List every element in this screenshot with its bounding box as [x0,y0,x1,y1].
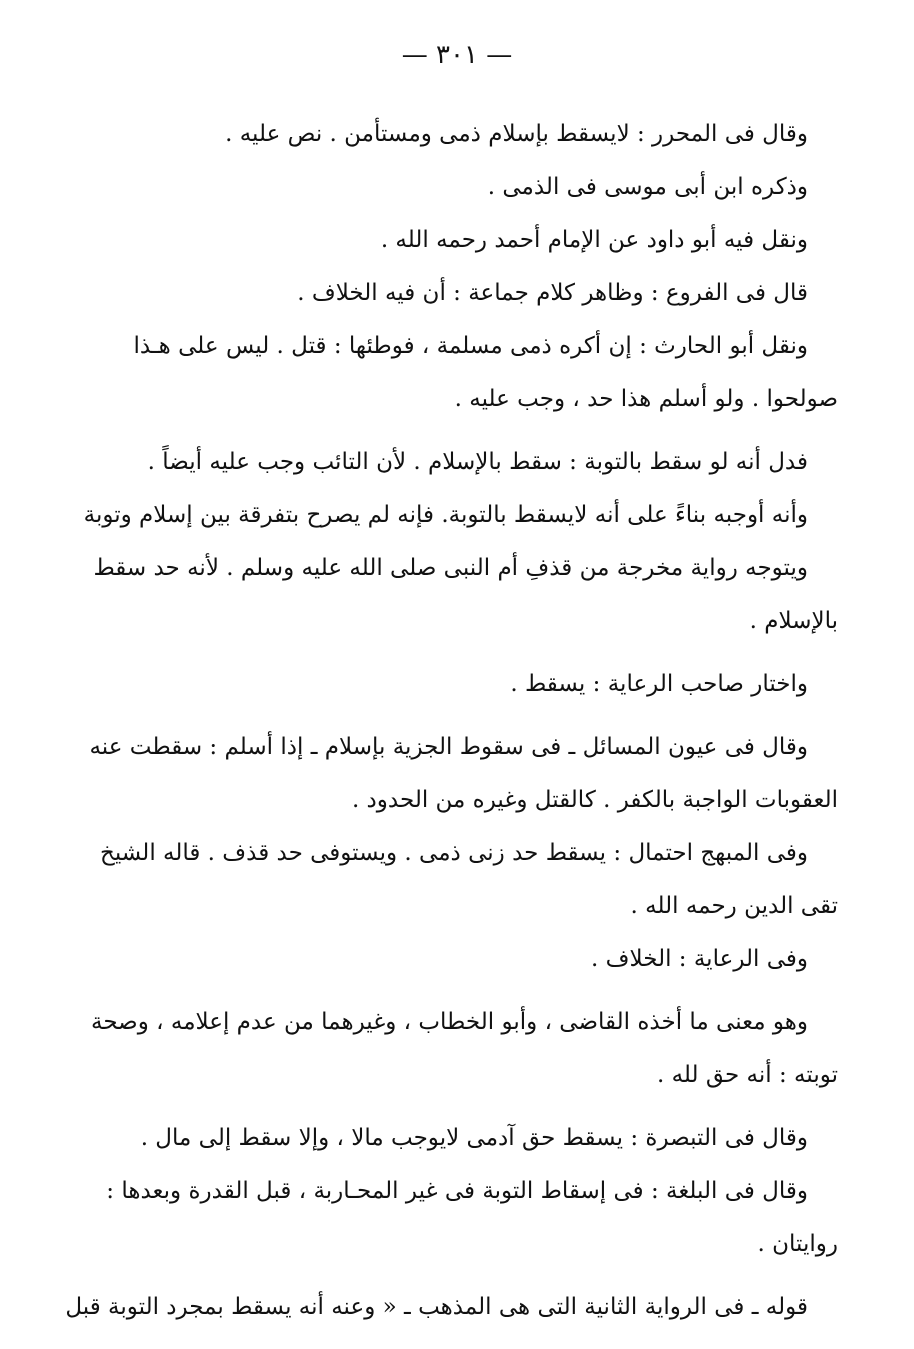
text-line: ونقل أبو الحارث : إن أكره ذمى مسلمة ، فوطئها : قتل . ليس على هـذا [133,333,808,359]
text-line: واختار صاحب الرعاية : يسقط . [510,671,808,697]
text-line: وقال فى البلغة : فى إسقاط التوبة فى غير المحـاربة ، قبل القدرة وبعدها : [106,1178,808,1204]
paragraph-gap [158,426,838,436]
text-line: توبته : أنه حق لله . [656,1062,838,1088]
text-line: وهو معنى ما أخذه القاضى ، وأبو الخطاب ، وغيرهما من عدم إعلامه ، وصحة [91,1009,808,1035]
text-line: بالإسلام . [749,608,838,634]
text-line: تقى الدين رحمه الله . [630,893,838,919]
text-line: قال فى الفروع : وظاهر كلام جماعة : أن فيه الخلاف . [297,280,808,306]
text-line: ويتوجه رواية مخرجة من قذفِ أم النبى صلى الله عليه وسلم . لأنه حد سقط [93,555,808,581]
text-line: صولحوا . ولو أسلم هذا حد ، وجب عليه . [454,386,838,412]
text-line: روايتان . [757,1231,838,1257]
paragraph-gap [158,986,838,996]
text-line: وذكره ابن أبى موسى فى الذمى . [487,174,808,200]
text-line: وقال فى المحرر : لايسقط بإسلام ذمى ومستأمن . نص عليه . [225,121,808,147]
text-line: وقال فى عيون المسائل ـ فى سقوط الجزية بإسلام ـ إذا أسلم : سقطت عنه [89,734,808,760]
text-line: العقوبات الواجبة بالكفر . كالقتل وغيره من الحدود . [351,787,838,813]
text-line: وقال فى التبصرة : يسقط حق آدمى لايوجب مالا ، وإلا سقط إلى مال . [140,1125,808,1151]
text-line: ونقل فيه أبو داود عن الإمام أحمد رحمه الله . [380,227,808,253]
paragraph-gap [158,648,838,658]
text-line: فدل أنه لو سقط بالتوبة : سقط بالإسلام . لأن التائب وجب عليه أيضاً . [147,449,808,475]
text-line: وفى المبهج احتمال : يسقط حد زنى ذمى . ويستوفى حد قذف . قاله الشيخ [100,840,808,866]
text-line: وفى الرعاية : الخلاف . [591,946,808,972]
page-number: — ٣٠١ — [401,40,513,70]
paragraph-gap [158,711,838,721]
paragraph-gap [158,1102,838,1112]
paragraph-gap [158,1271,838,1281]
body-text [65,108,838,1334]
text-line: وأنه أوجبه بناءً على أنه لايسقط بالتوبة. فإنه لم يصرح بتفرقة بين إسلام وتوبة [83,502,808,528]
text-line: قوله ـ فى الرواية الثانية التى هى المذهب ـ « وعنه أنه يسقط بمجرد التوبة قبل [65,1294,808,1320]
